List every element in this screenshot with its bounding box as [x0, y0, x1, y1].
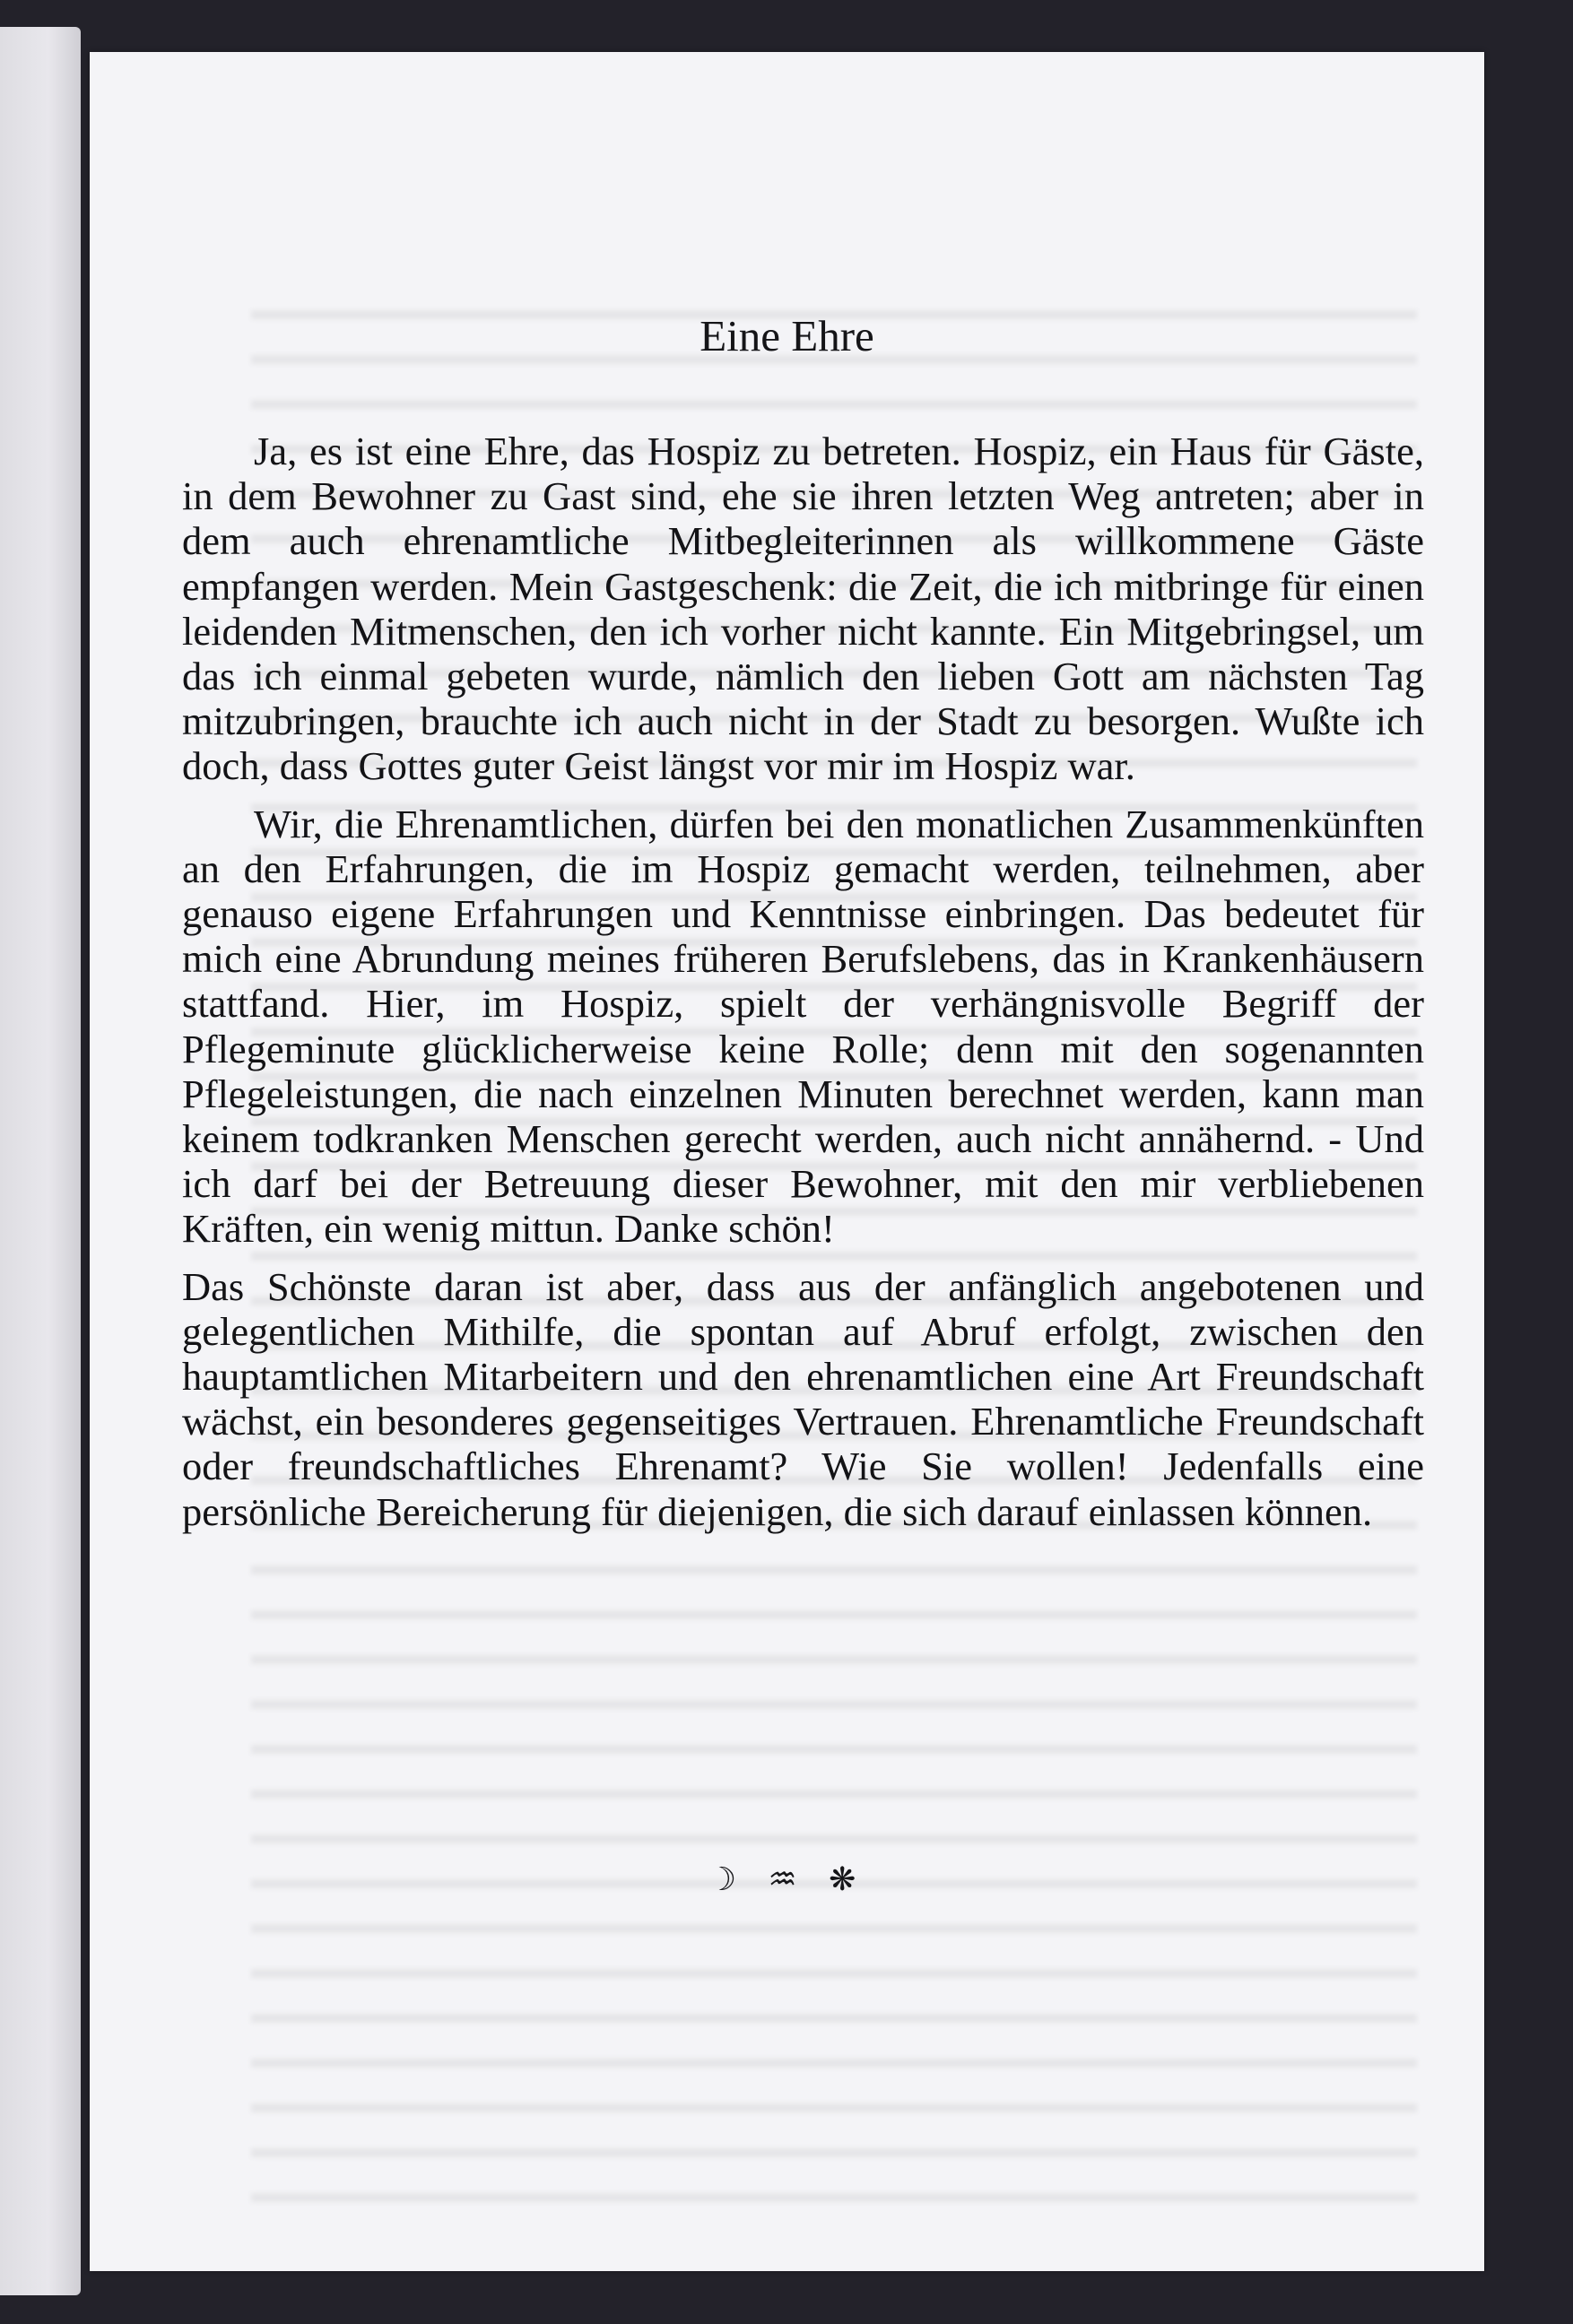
paragraph-2: Wir, die Ehrenamtlichen, dürfen bei den monatlichen Zusammenkünften an den Erfahrungen, die im Hospiz gemacht werden, teilnehmen, aber genauso eigene Erfahrungen und Kenntnisse einbringen. Das bedeutet für mich eine Abrundung meines früheren Berufslebens, das in Krankenhäusern stattfand. Hier, im Hospiz, spielt der verhängnisvolle Begriff der Pflegeminute glücklicherweise keine Rolle; denn mit den sogenannten Pflegeleistungen, die nach einzelnen Minuten berechnet werden, kann man keinem todkranken Menschen gerecht werden, auch nicht annähernd. - Und ich darf bei der Betreuung dieser Bewohner, mit den mir verbliebenen Kräften, ein wenig mittun. Danke schön!	[182, 801, 1424, 1252]
paragraph-1: Ja, es ist eine Ehre, das Hospiz zu betreten. Hospiz, ein Haus für Gäste, in dem Bewohner zu Gast sind, ehe sie ihren letzten Weg antreten; aber in dem auch ehrenamtliche Mitbegleiterinnen als willkommene Gäste empfangen werden. Mein Gastgeschenk: die Zeit, die ich mitbringe für einen leidenden Mitmenschen, den ich vorher nicht kannte. Ein Mitgebringsel, um das ich einmal gebeten wurde, nämlich den lieben Gott am nächsten Tag mitzubringen, brauchte ich auch nicht in der Stadt zu besorgen. Wußte ich doch, dass Gottes guter Geist längst vor mir im Hospiz war.	[182, 429, 1424, 789]
page-title: Eine Ehre	[700, 311, 874, 360]
adjacent-page-edge	[0, 27, 81, 2295]
document-page	[90, 52, 1484, 2271]
closing-ornament: ☽ ♒ ❋	[707, 1861, 867, 1898]
paragraph-3: Das Schönste daran ist aber, dass aus der anfänglich angebotenen und gelegentlichen Mithilfe, die spontan auf Abruf erfolgt, zwischen den hauptamtlichen Mitarbeitern und den ehrenamtlichen eine Art Freundschaft wächst, ein besonderes gegenseitiges Vertrauen. Ehrenamtliche Freundschaft oder freundschaftliches Ehrenamt? Wie Sie wollen! Jedenfalls eine persönliche Bereicherung für diejenigen, die sich darauf einlassen können.	[182, 1263, 1424, 1534]
body-text	[182, 429, 1424, 1534]
